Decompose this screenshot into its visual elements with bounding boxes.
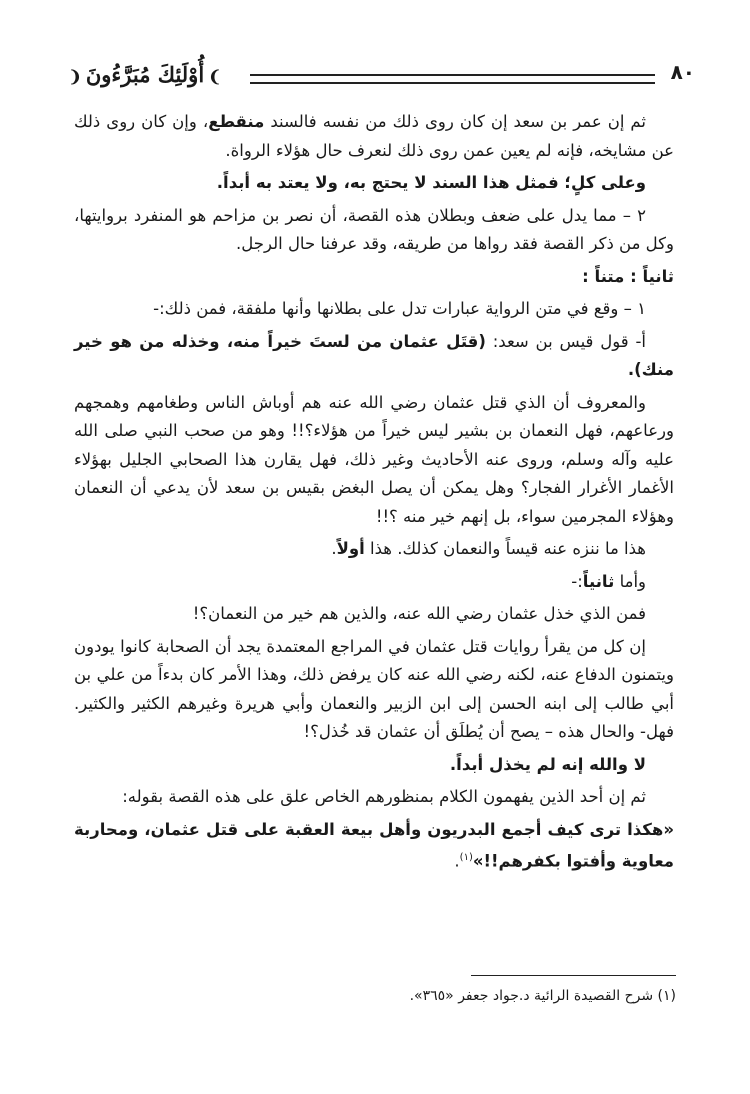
footnote-ref: (١) <box>459 852 473 863</box>
paragraph: هذا ما ننزه عنه قيساً والنعمان كذلك. هذا أولاً. <box>331 539 646 558</box>
paragraph: ١ – وقع في متن الرواية عبارات تدل على بطلانها وأنها ملفقة، فمن ذلك:- <box>153 299 646 318</box>
paragraph: فمن الذي خذل عثمان رضي الله عنه، والذين هم خير من النعمان؟! <box>192 604 646 623</box>
paragraph: إن كل من يقرأ روايات قتل عثمان في المراجع المعتمدة يجد أن الصحابة كانوا يودون ويتمنون الدفاع عنه، لكنه رضي الله عنه كان يرفض ذلك، وهذا الأمر كان بدءاً من علي بن أبي طالب إلى ابنه الحسن إلى ابن الزبير والنعمان وأبي هريرة وغيرهم الكثير والكثير. فهل- والحال هذه – يصح أن يُطلَق أن عثمان قد خُذل؟! <box>74 636 674 741</box>
page-header <box>55 58 695 98</box>
bold-term: منقطع <box>208 112 265 131</box>
running-title <box>55 58 235 92</box>
paragraph: وأما ثانياً:- <box>571 571 646 591</box>
paragraph-bold: وعلى كلٍ؛ فمثل هذا السند لا يحتج به، ولا يعتد به أبداً. <box>216 173 646 192</box>
running-title-text: أُوْلَئِكَ مُبَرَّءُونَ <box>85 62 205 87</box>
paragraph: أ- قول قيس بن سعد: (قتَل عثمان من لستَ خيراً منه، وخذله من هو خير منك). <box>74 331 674 379</box>
paragraph-bold: لا والله إنه لم يخذل أبداً. <box>449 754 646 774</box>
paragraph: ٢ – مما يدل على ضعف وبطلان هذه القصة، أن نصر بن مزاحم هو المنفرد بروايتها، وكل من ذكر القصة فقد رواها من طريقه، وقد عرفنا حال الرجل. <box>74 205 674 253</box>
ornament-left-icon: ❩ <box>208 67 222 86</box>
body-text <box>74 108 674 880</box>
bold-quote: «هكذا ترى كيف أجمع البدريون وأهل بيعة العقبة على قتل عثمان، ومحاربة معاوية وأفتوا بكفرهم!!» <box>74 819 674 871</box>
header-rule <box>250 74 655 84</box>
section-heading: ثانياً : متناً : <box>582 266 674 286</box>
ornament-right-icon: ❨ <box>68 67 82 86</box>
paragraph: ثم إن عمر بن سعد إن كان روى ذلك من نفسه فالسند منقطع، وإن كان روى ذلك عن مشايخه، فإنه لم يعين عمن روى ذلك لنعرف حال هؤلاء الرواة. <box>74 112 674 160</box>
paragraph: والمعروف أن الذي قتل عثمان رضي الله عنه هم أوباش الناس وطغامهم وهمجهم ورعاعهم، فهل النعمان بن بشير ليس خيراً من هؤلاء؟!! وهو من صحب النبي صلى الله عليه وآله وسلم، وروى عنه الأحاديث وغير ذلك، فهل يقارن هذا الصحابي الجليل بهؤلاء الأغمار الأغرار الفجار؟ وهل يمكن أن يصل البغض بقيس بن سعد لأن يدعي أن النعمان وهؤلاء المجرمين سواء، بل إنهم خير منه ؟!! <box>74 392 674 526</box>
bold-quote: (قتَل عثمان من لستَ خيراً منه، وخذله من هو خير منك). <box>74 331 674 379</box>
page-number: ٨٠ <box>670 60 695 84</box>
footnote-rule <box>471 975 676 976</box>
paragraph: «هكذا ترى كيف أجمع البدريون وأهل بيعة العقبة على قتل عثمان، ومحاربة معاوية وأفتوا بكفرهم!!»$^{(١)}$. <box>74 819 674 871</box>
paragraph: ثم إن أحد الذين يفهمون الكلام بمنظورهم الخاص علق على هذه القصة بقوله: <box>122 787 646 806</box>
footnote: (١) شرح القصيدة الرائية د.جواد جعفر «٣٦٥». <box>409 988 676 1004</box>
